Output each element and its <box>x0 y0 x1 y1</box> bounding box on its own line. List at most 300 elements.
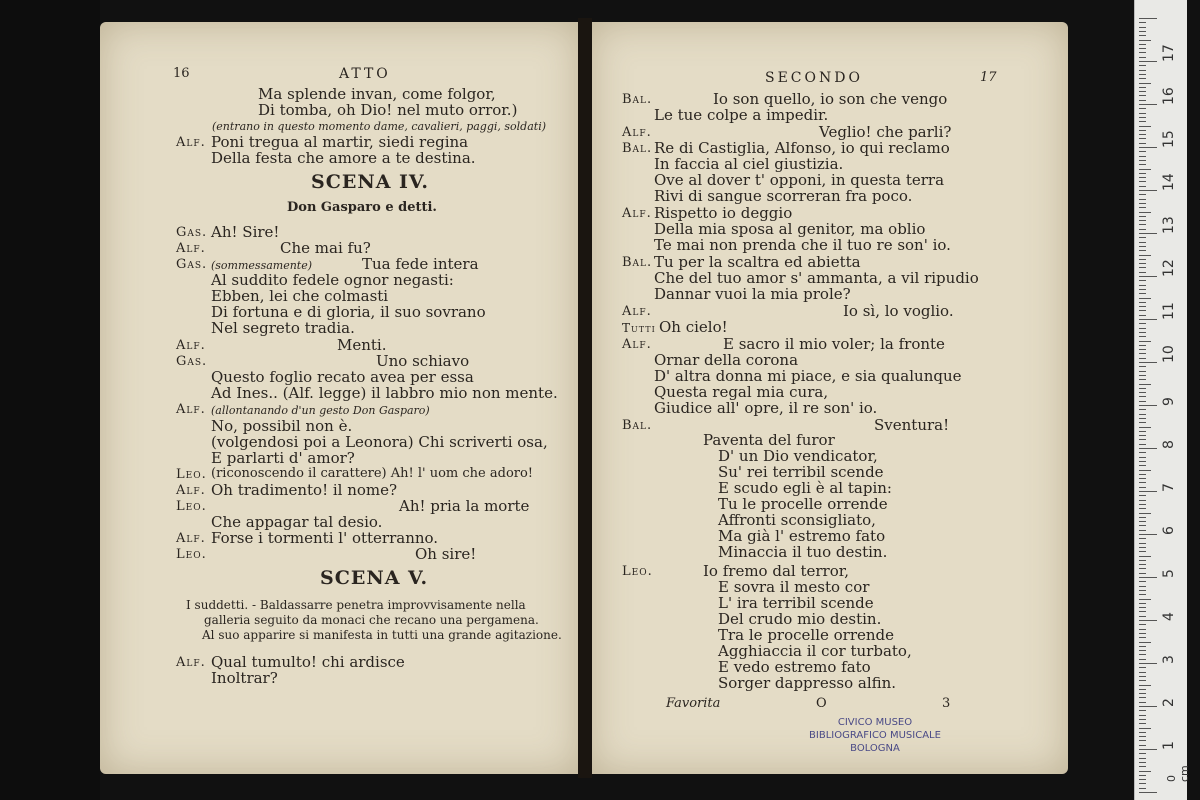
page-number-right: 17 <box>980 70 997 85</box>
verse-line: Veglio! che parli? <box>819 123 952 141</box>
ruler-tick <box>1139 465 1146 466</box>
ruler-tick <box>1139 190 1157 191</box>
ruler-tick <box>1139 233 1157 234</box>
speaker: Alf. <box>622 304 652 319</box>
ruler-tick <box>1139 435 1146 436</box>
ruler-tick <box>1139 620 1157 621</box>
ruler-tick <box>1139 237 1146 238</box>
ruler-tick <box>1139 792 1157 793</box>
ruler-tick <box>1139 267 1146 268</box>
ruler-tick <box>1139 689 1146 690</box>
speaker: Leo. <box>622 564 653 579</box>
verse-line: Ebben, lei che colmasti <box>211 287 389 305</box>
verse-line: In faccia al ciel giustizia. <box>654 155 844 173</box>
ruler-tick <box>1139 439 1146 440</box>
ruler-tick <box>1139 276 1157 277</box>
verse-line: Sventura! <box>874 416 950 434</box>
ruler-tick <box>1139 448 1157 449</box>
verse-line: D' un Dio vendicator, <box>718 447 878 465</box>
ruler-tick <box>1139 715 1146 716</box>
ruler-tick <box>1139 121 1146 122</box>
ruler-tick <box>1139 388 1146 389</box>
speaker: Alf. <box>622 337 652 352</box>
ruler-tick <box>1139 581 1146 582</box>
verse-line: Oh cielo! <box>659 318 728 336</box>
ruler-tick <box>1139 366 1146 367</box>
ruler-tick <box>1139 611 1146 612</box>
verse-line: Che appagar tal desio. <box>211 513 383 531</box>
ruler-tick <box>1139 203 1146 204</box>
scene-description: Al suo apparire si manifesta in tutti una grande agitazione. <box>202 628 562 642</box>
verse-line: E sovra il mesto cor <box>718 578 870 596</box>
verse-line: E parlarti d' amor? <box>211 449 355 467</box>
ruler-number: 11 <box>1161 302 1177 320</box>
verse-line: D' altra donna mi piace, e sia qualunque <box>654 367 962 385</box>
ruler-tick <box>1139 663 1157 664</box>
ruler-tick <box>1139 452 1146 453</box>
ruler-tick <box>1139 104 1157 105</box>
ruler-tick <box>1139 551 1146 552</box>
ruler-tick <box>1139 753 1146 754</box>
ruler-tick <box>1139 500 1146 501</box>
speaker: Gas. <box>176 257 208 272</box>
ruler-tick <box>1139 513 1151 514</box>
ruler-tick <box>1139 659 1146 660</box>
ruler-tick <box>1139 568 1146 569</box>
verse-line: (riconoscendo il carattere) Ah! l' uom che adoro! <box>211 466 534 481</box>
ruler-tick <box>1139 461 1146 462</box>
ruler-tick <box>1139 212 1151 213</box>
ruler-tick <box>1139 246 1146 247</box>
verse-line: E vedo estremo fato <box>718 658 871 676</box>
ruler-number: 9 <box>1161 397 1177 406</box>
ruler-tick <box>1139 242 1146 243</box>
ruler-tick <box>1139 285 1146 286</box>
verse-line: Tu le procelle orrende <box>718 495 888 513</box>
ruler-tick <box>1139 319 1157 320</box>
verse-line: Tu per la scaltra ed abietta <box>654 253 861 271</box>
ruler-tick <box>1139 534 1157 535</box>
speaker: Alf. <box>176 135 206 150</box>
ruler-tick <box>1139 384 1151 385</box>
speaker: Alf. <box>622 206 652 221</box>
ruler-tick <box>1139 353 1146 354</box>
ruler-tick <box>1139 27 1146 28</box>
ruler-tick <box>1139 470 1151 471</box>
ruler-tick <box>1139 302 1146 303</box>
ruler-tick <box>1139 431 1146 432</box>
ruler-tick <box>1139 35 1146 36</box>
ruler-tick <box>1139 594 1146 595</box>
ruler-tick <box>1139 495 1146 496</box>
ruler-number: 14 <box>1161 173 1177 191</box>
verse-line: Su' rei terribil scende <box>718 463 884 481</box>
verse-line: Tra le procelle orrende <box>718 626 895 644</box>
verse-line: Di tomba, oh Dio! nel muto orror.) <box>258 101 518 119</box>
verse-line: (volgendosi poi a Leonora) Chi scriverti osa, <box>211 433 548 451</box>
verse-line: Io sì, lo voglio. <box>843 302 954 320</box>
ruler-tick <box>1139 100 1146 101</box>
verse-line: Tua fede intera <box>362 255 479 273</box>
ruler-tick <box>1139 508 1146 509</box>
ruler-tick <box>1139 779 1146 780</box>
ruler-tick <box>1139 379 1146 380</box>
ruler-tick <box>1139 336 1146 337</box>
ruler-tick <box>1139 654 1146 655</box>
ruler-tick <box>1139 138 1146 139</box>
ruler-tick <box>1139 414 1146 415</box>
ruler-tick <box>1139 315 1146 316</box>
ruler-tick <box>1139 728 1151 729</box>
ruler-tick <box>1139 207 1146 208</box>
verse-line: Uno schiavo <box>376 352 470 370</box>
ruler-tick <box>1139 693 1146 694</box>
ruler-tick <box>1139 349 1146 350</box>
stage-direction: (allontanando d'un gesto Don Gasparo) <box>211 404 430 417</box>
ruler-tick <box>1139 392 1146 393</box>
background <box>0 0 100 800</box>
measurement-ruler <box>1134 0 1191 800</box>
ruler-tick <box>1139 341 1151 342</box>
ruler-tick <box>1139 108 1146 109</box>
verse-line: Giudice all' opre, il re son' io. <box>654 399 878 417</box>
verse-line: Ah! Sire! <box>211 223 280 241</box>
ruler-tick <box>1139 40 1151 41</box>
speaker: Alf. <box>176 655 206 670</box>
ruler-tick <box>1139 599 1151 600</box>
ruler-tick <box>1139 517 1146 518</box>
ruler-tick <box>1139 250 1146 251</box>
speaker: Alf. <box>176 483 206 498</box>
ruler-tick <box>1139 117 1146 118</box>
ruler-tick <box>1139 603 1146 604</box>
verse-line: Ma splende invan, come folgor, <box>258 85 496 103</box>
ruler-tick <box>1139 173 1146 174</box>
ruler-number: 15 <box>1161 130 1177 148</box>
ruler-tick <box>1139 169 1151 170</box>
verse-line: Della mia sposa al genitor, ma oblio <box>654 220 926 238</box>
verse-line: Ove al dover t' opponi, in questa terra <box>654 171 945 189</box>
verse-line: Che del tuo amor s' ammanta, a vil ripudio <box>654 269 979 287</box>
ruler-tick <box>1139 680 1146 681</box>
book-gutter <box>578 18 592 778</box>
ruler-tick <box>1139 263 1146 264</box>
ruler-tick <box>1139 427 1151 428</box>
verse-line: Dannar vuoi la mia prole? <box>654 285 851 303</box>
ruler-tick <box>1139 229 1146 230</box>
ruler-tick <box>1139 538 1146 539</box>
ruler-tick <box>1139 280 1146 281</box>
ruler-tick <box>1139 216 1146 217</box>
ruler-tick <box>1139 186 1146 187</box>
ruler-tick <box>1139 685 1151 686</box>
verse-line: Ornar della corona <box>654 351 799 369</box>
ruler-tick <box>1139 255 1151 256</box>
ruler-tick <box>1139 650 1146 651</box>
ruler-tick <box>1139 710 1146 711</box>
ruler-tick <box>1139 306 1146 307</box>
ruler-tick <box>1139 78 1146 79</box>
verse-line: Rispetto io deggio <box>654 204 793 222</box>
verse-line: Ma già l' estremo fato <box>718 527 886 545</box>
speaker: Tutti <box>622 321 656 335</box>
verse-line: Io fremo dal terror, <box>703 562 850 580</box>
ruler-tick <box>1139 83 1151 84</box>
ruler-tick <box>1139 487 1146 488</box>
verse-line: Io son quello, io son che vengo <box>713 90 948 108</box>
stage-direction: (sommessamente) <box>211 259 313 272</box>
ruler-tick <box>1139 556 1151 557</box>
library-stamp <box>800 716 950 755</box>
ruler-tick <box>1139 74 1146 75</box>
ruler-tick <box>1139 224 1146 225</box>
ruler-tick <box>1139 358 1146 359</box>
page-number-left: 16 <box>173 66 190 81</box>
ruler-number: 12 <box>1161 259 1177 277</box>
ruler-number: 6 <box>1161 526 1177 535</box>
ruler-tick <box>1139 633 1146 634</box>
ruler-tick <box>1139 31 1146 32</box>
ruler-tick <box>1139 87 1146 88</box>
ruler-tick <box>1139 371 1146 372</box>
ruler-tick <box>1139 740 1146 741</box>
ruler-number: 10 <box>1161 345 1177 363</box>
verse-line: Nel segreto tradia. <box>211 319 355 337</box>
scene-heading: SCENA IV. <box>311 171 429 193</box>
ruler-tick <box>1139 457 1146 458</box>
verse-line: Agghiaccia il cor turbato, <box>718 642 912 660</box>
verse-line: L' ira terribil scende <box>718 594 874 612</box>
scene-description: galleria seguito da monaci che recano una pergamena. <box>204 613 539 627</box>
stamp-line: BIBLIOGRAFICO MUSICALE <box>809 730 941 741</box>
ruler-tick <box>1139 788 1146 789</box>
ruler-tick <box>1139 332 1146 333</box>
ruler-tick <box>1139 491 1157 492</box>
ruler-tick <box>1139 289 1146 290</box>
verse-line: E scudo egli è al tapin: <box>718 479 892 497</box>
ruler-tick <box>1139 375 1146 376</box>
speaker: Alf. <box>176 241 206 256</box>
ruler-tick <box>1139 577 1157 578</box>
ruler-tick <box>1139 259 1146 260</box>
ruler-tick <box>1139 607 1146 608</box>
ruler-tick <box>1139 194 1146 195</box>
verse-line: No, possibil non è. <box>211 417 353 435</box>
verse-line: Minaccia il tuo destin. <box>718 543 888 561</box>
ruler-tick <box>1139 444 1146 445</box>
ruler-tick <box>1139 762 1146 763</box>
speaker: Bal. <box>622 255 653 270</box>
verse-line: Inoltrar? <box>211 669 278 687</box>
ruler-tick <box>1139 586 1146 587</box>
speaker: Bal. <box>622 92 653 107</box>
scene-characters: Don Gasparo e detti. <box>287 200 437 215</box>
scene-description: I suddetti. - Baldassarre penetra improvvisamente nella <box>186 598 526 612</box>
verse-line: Della festa che amore a te destina. <box>211 149 476 167</box>
stamp-line: BOLOGNA <box>850 743 900 754</box>
verse-line: Menti. <box>337 336 387 354</box>
ruler-tick <box>1139 293 1146 294</box>
ruler-tick <box>1139 151 1146 152</box>
verse-line: Te mai non prenda che il tuo re son' io. <box>654 236 951 254</box>
verse-line: Questa regal mia cura, <box>654 383 829 401</box>
speaker: Alf. <box>622 125 652 140</box>
ruler-tick <box>1139 143 1146 144</box>
verse-line: Che mai fu? <box>280 239 371 257</box>
verse-line: Re di Castiglia, Alfonso, io qui reclamo <box>654 139 950 157</box>
ruler-tick <box>1139 775 1146 776</box>
ruler-tick <box>1139 91 1146 92</box>
ruler-tick <box>1139 199 1146 200</box>
ruler-number: 16 <box>1161 87 1177 105</box>
ruler-tick <box>1139 637 1146 638</box>
footer-signature: 3 <box>942 696 951 711</box>
speaker: Alf. <box>176 531 206 546</box>
ruler-tick <box>1139 401 1146 402</box>
ruler-tick <box>1139 310 1146 311</box>
ruler-tick <box>1139 134 1146 135</box>
footer-title: Favorita <box>666 696 721 711</box>
ruler-tick <box>1139 783 1146 784</box>
speaker: Alf. <box>176 402 206 417</box>
speaker: Leo. <box>176 499 207 514</box>
verse-line: Le tue colpe a impedir. <box>654 106 829 124</box>
ruler-tick <box>1139 697 1146 698</box>
ruler-tick <box>1139 181 1146 182</box>
ruler-tick <box>1139 758 1146 759</box>
ruler-number: 8 <box>1161 440 1177 449</box>
ruler-tick <box>1139 590 1146 591</box>
ruler-tick <box>1139 478 1146 479</box>
ruler-tick <box>1139 745 1146 746</box>
ruler-tick <box>1139 474 1146 475</box>
ruler-tick <box>1139 328 1146 329</box>
verse-line: Sorger dappresso alfin. <box>718 674 897 692</box>
ruler-tick <box>1139 642 1151 643</box>
ruler-tick <box>1139 156 1146 157</box>
ruler-tick <box>1139 749 1157 750</box>
ruler-tick <box>1139 418 1146 419</box>
ruler-tick <box>1139 667 1146 668</box>
ruler-tick <box>1139 676 1146 677</box>
ruler-tick <box>1139 61 1157 62</box>
ruler-tick <box>1139 298 1151 299</box>
speaker: Gas. <box>176 225 208 240</box>
ruler-tick <box>1139 95 1146 96</box>
verse-line: Al suddito fedele ognor negasti: <box>211 271 454 289</box>
stamp-line: CIVICO MUSEO <box>837 717 913 728</box>
ruler-number: 1 <box>1161 741 1177 750</box>
speaker: Alf. <box>176 338 206 353</box>
ruler-tick <box>1139 345 1146 346</box>
ruler-tick <box>1139 564 1146 565</box>
ruler-tick <box>1139 362 1157 363</box>
ruler-tick <box>1139 409 1146 410</box>
verse-line: Poni tregua al martir, siedi regina <box>211 133 469 151</box>
ruler-tick <box>1139 130 1146 131</box>
ruler-tick <box>1139 164 1146 165</box>
ruler-tick <box>1139 57 1146 58</box>
ruler-unit-label: 0 cm <box>1165 765 1191 782</box>
running-head-right: SECONDO <box>765 70 863 86</box>
ruler-tick <box>1139 396 1146 397</box>
verse-line: Del crudo mio destin. <box>718 610 882 628</box>
scene-heading: SCENA V. <box>320 567 429 589</box>
ruler-tick <box>1139 616 1146 617</box>
verse-line: Oh tradimento! il nome? <box>211 481 398 499</box>
ruler-tick <box>1139 719 1146 720</box>
ruler-tick <box>1139 147 1157 148</box>
stage-direction: (entrano in questo momento dame, cavalieri, paggi, soldati) <box>212 120 547 133</box>
verse-line: Rivi di sangue scorreran fra poco. <box>654 187 913 205</box>
ruler-tick <box>1139 521 1146 522</box>
ruler-tick <box>1139 48 1146 49</box>
verse-line: Qual tumulto! chi ardisce <box>211 653 405 671</box>
ruler-number: 3 <box>1161 655 1177 664</box>
speaker: Bal. <box>622 418 653 433</box>
verse-line: Ad Ines.. (Alf. legge) il labbro mio non mente. <box>211 384 558 402</box>
ruler-tick <box>1139 706 1157 707</box>
ruler-tick <box>1139 126 1151 127</box>
ruler-tick <box>1139 113 1146 114</box>
ruler-tick <box>1139 272 1146 273</box>
speaker: Leo. <box>176 467 207 482</box>
ruler-tick <box>1139 732 1146 733</box>
ruler-number: 5 <box>1161 569 1177 578</box>
ruler-tick <box>1139 672 1146 673</box>
verse-line: Oh sire! <box>415 545 477 563</box>
ruler-tick <box>1139 504 1146 505</box>
ruler-tick <box>1139 702 1146 703</box>
speaker: Bal. <box>622 141 653 156</box>
running-head-left: ATTO <box>339 66 391 82</box>
ruler-tick <box>1139 70 1146 71</box>
ruler-tick <box>1139 52 1146 53</box>
ruler-tick <box>1139 629 1146 630</box>
ruler-tick <box>1139 547 1146 548</box>
speaker: Gas. <box>176 354 208 369</box>
ruler-tick <box>1139 573 1146 574</box>
ruler-tick <box>1139 482 1146 483</box>
ruler-tick <box>1139 177 1146 178</box>
ruler-tick <box>1139 771 1151 772</box>
ruler-tick <box>1139 525 1146 526</box>
ruler-tick <box>1139 65 1146 66</box>
ruler-tick <box>1139 723 1146 724</box>
verse-line: Affronti sconsigliato, <box>718 511 876 529</box>
ruler-number: 7 <box>1161 483 1177 492</box>
verse-line: Forse i tormenti l' otterranno. <box>211 529 439 547</box>
speaker: Leo. <box>176 547 207 562</box>
ruler-tick <box>1139 422 1146 423</box>
ruler-tick <box>1139 160 1146 161</box>
ruler-number: 2 <box>1161 698 1177 707</box>
ruler-tick <box>1139 736 1146 737</box>
ruler-tick <box>1139 323 1146 324</box>
verse-line: Paventa del furor <box>703 431 835 449</box>
verse-line: Ah! pria la morte <box>399 497 530 515</box>
ruler-tick <box>1139 646 1146 647</box>
footer-mark: O <box>816 696 827 711</box>
ruler-tick <box>1139 405 1157 406</box>
ruler-number: 4 <box>1161 612 1177 621</box>
ruler-tick <box>1139 22 1146 23</box>
ruler-tick <box>1139 18 1157 19</box>
ruler-tick <box>1139 220 1146 221</box>
verse-line: Questo foglio recato avea per essa <box>211 368 474 386</box>
verse-line: Di fortuna e di gloria, il suo sovrano <box>211 303 486 321</box>
ruler-tick <box>1139 624 1146 625</box>
